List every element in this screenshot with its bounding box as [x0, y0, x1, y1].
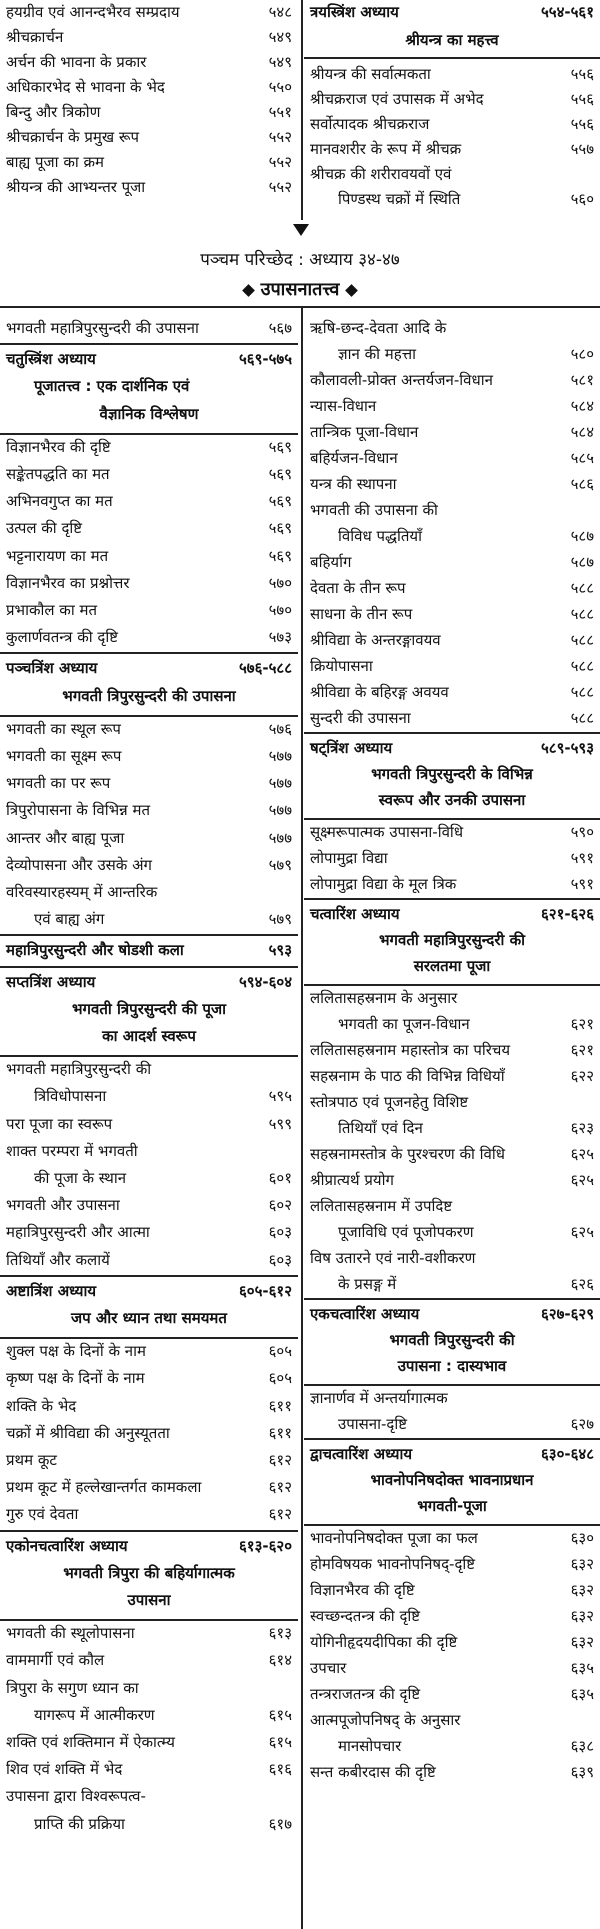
divider — [0, 1055, 298, 1057]
entry-page: ५७९ — [268, 855, 292, 874]
entry-title: सहस्रनामस्तोत्र के पुरश्चरण की विधि — [310, 1145, 505, 1163]
entry-page: ६३५ — [570, 1685, 594, 1703]
divider — [0, 715, 298, 717]
entry-page: ५९५ — [268, 1087, 292, 1106]
entry-title: श्रीचक्र की शरीरावयवों एवं — [310, 165, 452, 183]
entry-title: सूक्ष्मरूपात्मक उपासना-विधि — [310, 823, 464, 841]
entry-page: ६१५ — [268, 1733, 292, 1751]
entry-title: स्वरूप और उनकी उपासना — [378, 791, 526, 809]
entry-title: भावनोपनिषदोक्त पूजा का फल — [310, 1529, 478, 1547]
entry-title: उपासना-दृष्टि — [338, 1415, 407, 1433]
divider — [304, 1524, 600, 1526]
divider — [304, 1438, 600, 1440]
entry-page: ५६० — [570, 190, 594, 208]
entry-title: कौलावली-प्रोक्त अन्तर्यजन-विधान — [310, 371, 493, 389]
entry-title: एवं बाह्य अंग — [34, 910, 105, 929]
entry-page: ५७३ — [268, 628, 292, 647]
entry-title: भगवती त्रिपुरसुन्दरी की उपासना — [62, 686, 236, 705]
entry-title: ज्ञान की महत्ता — [338, 345, 416, 363]
diamond-icon — [346, 284, 359, 297]
entry-title: ऋषि-छन्द-देवता आदि के — [310, 319, 447, 337]
entry-title: शिव एवं शक्ति में भेद — [6, 1760, 123, 1779]
entry-title: भगवती त्रिपुरसुन्दरी की पूजा — [72, 999, 226, 1018]
entry-title: त्रिपुरा के सगुण ध्यान का — [6, 1678, 139, 1697]
entry-title: बहिर्यजन-विधान — [310, 449, 398, 467]
entry-title: चतुस्त्रिंश अध्याय — [6, 350, 96, 369]
divider — [304, 57, 600, 59]
entry-title: योगिनीहृदयदीपिका की दृष्टि — [310, 1633, 458, 1651]
diamond-icon — [242, 284, 255, 297]
entry-page: ६२५ — [570, 1145, 594, 1163]
entry-page: ५५६ — [570, 115, 594, 133]
entry-page: ५८९-५९३ — [540, 739, 594, 757]
entry-title: चत्वारिंश अध्याय — [310, 905, 400, 923]
entry-title: ललितासहस्रनाम के अनुसार — [310, 989, 458, 1007]
entry-page: ६३२ — [570, 1581, 594, 1599]
entry-title: वरिवस्यारहस्यम् में आन्तरिक — [6, 883, 158, 901]
entry-title: लोपामुद्रा विद्या के मूल त्रिक — [310, 875, 457, 893]
entry-title: भगवती महात्रिपुरसुन्दरी की — [378, 931, 525, 949]
entry-page: ५६९ — [268, 465, 292, 483]
entry-title: सर्वोत्पादक श्रीचक्रराज — [310, 115, 430, 133]
entry-page: ५८८ — [570, 631, 594, 649]
entry-title: अभिनवगुप्त का मत — [6, 492, 113, 511]
entry-title: त्रिविधोपासना — [34, 1087, 107, 1106]
entry-title: के प्रसङ्ग में — [338, 1275, 397, 1293]
entry-title: श्रीविद्या के अन्तरङ्गावयव — [310, 631, 441, 649]
entry-title: द्वाचत्वारिंश अध्याय — [310, 1445, 413, 1463]
entry-title: सरलतमा पूजा — [413, 957, 491, 975]
entry-title: पूजातत्त्व : एक दार्शनिक एवं — [34, 377, 190, 396]
entry-page: ५६९-५७५ — [238, 350, 292, 369]
entry-title: मानसोपचार — [338, 1737, 402, 1755]
entry-title: प्राप्ति की प्रक्रिया — [34, 1814, 125, 1833]
top-right-column: त्रयस्त्रिंश अध्याय ५५४-५६१ श्रीयन्त्र का महत्त्व श्रीयन्त्र की सर्वात्मकता ५५६ श्रीचक्रराज एवं उपासक में अभेद ५५६ सर्वोत्पादक श्रीचक्रराज ५५६ मानवशरीर के रूप में श्रीचक्र ५५७ श्रीचक्र की शरीरावयवों एवं पिण्डस्थ चक्रों में स्थिति ५६० — [304, 0, 600, 220]
entry-page: ६०१ — [268, 1169, 292, 1187]
entry-page: ६२६ — [570, 1275, 594, 1293]
entry-page: ६११ — [268, 1423, 292, 1442]
top-left-column — [0, 0, 298, 220]
entry-page: ६०५ — [268, 1342, 292, 1361]
entry-title: विविध पद्धतियाँ — [338, 527, 422, 545]
entry-title: क्रियोपासना — [310, 657, 373, 675]
column-divider — [301, 0, 303, 220]
entry-page: ५९९ — [268, 1114, 292, 1133]
entry-title: उपासना द्वारा विश्वरूपत्व- — [6, 1787, 146, 1806]
entry-title: भगवती और उपासना — [6, 1196, 120, 1215]
entry-title: तिथियाँ एवं दिन — [338, 1119, 423, 1137]
entry-title: सप्तत्रिंश अध्याय — [6, 972, 96, 991]
entry-title: मानवशरीर के रूप में श्रीचक्र — [310, 140, 462, 158]
entry-title: आत्मपूजोपनिषद् के अनुसार — [310, 1711, 461, 1729]
entry-title: यागरूप में आत्मीकरण — [34, 1705, 155, 1724]
entry-title: ललितासहस्रनाम में उपदिष्ट — [310, 1197, 453, 1215]
entry-page: ६१३ — [268, 1624, 292, 1643]
entry-page: ६२५ — [570, 1223, 594, 1241]
entry-page: ५९४-६०४ — [238, 972, 292, 991]
entry-title: सङ्केतपद्धति का मत — [6, 465, 110, 483]
entry-page: ६२२ — [570, 1067, 594, 1085]
divider — [0, 1275, 298, 1277]
entry-page: ६२१ — [570, 1015, 594, 1033]
entry-page: ६३५ — [570, 1659, 594, 1677]
entry-page: ५८६ — [570, 475, 594, 493]
entry-page: ५५२ — [268, 178, 292, 196]
entry-page: ५९० — [570, 823, 594, 841]
entry-page: ५७७ — [268, 801, 292, 820]
column-divider — [301, 308, 303, 1929]
entry-title: प्रथम कूट — [6, 1451, 57, 1469]
entry-title: एकोनचत्वारिंश अध्याय — [6, 1536, 128, 1555]
entry-page: ६१७ — [268, 1814, 292, 1833]
divider — [0, 966, 298, 968]
entry-title: तिथियाँ और कलायें — [6, 1250, 110, 1269]
entry-title: विज्ञानभैरव की दृष्टि — [6, 437, 111, 456]
entry-title: प्रभाकौल का मत — [6, 601, 98, 619]
entry-title: श्रीविद्या के बहिरङ्ग अवयव — [310, 683, 449, 701]
entry-title: पूजाविधि एवं पूजोपकरण — [338, 1223, 474, 1241]
divider — [304, 898, 600, 900]
entry-page: ६२७ — [570, 1415, 594, 1433]
entry-title: हयग्रीव एवं आनन्दभैरव सम्प्रदाय — [6, 3, 180, 21]
entry-page: ६३८ — [570, 1737, 594, 1755]
entry-page: ६०२ — [268, 1196, 292, 1215]
entry-title: विज्ञानभैरव की दृष्टि — [310, 1581, 415, 1599]
entry-page: ६१२ — [268, 1478, 292, 1497]
entry-title: प्रथम कूट में हल्लेखान्तर्गत कामकला — [6, 1478, 202, 1497]
entry-title: बाह्य पूजा का क्रम — [6, 153, 104, 171]
entry-title: त्रिपुरोपासना के विभिन्न मत — [6, 801, 151, 820]
entry-page: ५८४ — [570, 423, 594, 441]
entry-page: ६३०-६४८ — [540, 1445, 594, 1463]
entry-title: की पूजा के स्थान — [34, 1169, 127, 1187]
entry-title: भगवती का पूजन-विधान — [338, 1015, 470, 1033]
entry-title: उपचार — [310, 1659, 347, 1677]
entry-page: ६३९ — [570, 1763, 594, 1781]
entry-title: गुरु एवं देवता — [6, 1505, 79, 1524]
entry-page: ५९१ — [570, 849, 594, 867]
entry-title: साधना के तीन रूप — [310, 605, 413, 623]
right-column — [304, 316, 600, 1926]
entry-page: ५५२ — [268, 153, 292, 171]
entry-title: कुलार्णवतन्त्र की दृष्टि — [6, 628, 119, 647]
divider — [304, 818, 600, 820]
entry-title: भगवती महात्रिपुरसुन्दरी की — [6, 1060, 152, 1079]
entry-page: ५४९ — [268, 53, 292, 71]
entry-page: ६३० — [570, 1529, 594, 1547]
entry-page: ६१३-६२० — [238, 1536, 292, 1555]
entry-title: श्रीचक्रार्चन — [6, 28, 64, 46]
entry-page: ५५६ — [570, 90, 594, 108]
entry-title: भट्टनारायण का मत — [6, 546, 109, 565]
entry-title: श्रीचक्रराज एवं उपासक में अभेद — [310, 90, 484, 108]
entry-title: उपासना — [127, 1591, 171, 1609]
entry-title: वाममार्गी एवं कौल — [6, 1651, 105, 1670]
entry-page: ५६९ — [268, 437, 292, 456]
entry-title: सुन्दरी की उपासना — [310, 709, 411, 727]
entry-title: बहिर्याग — [310, 553, 352, 571]
entry-page: ६१२ — [268, 1505, 292, 1524]
entry-title: आन्तर और बाह्य पूजा — [6, 828, 125, 847]
entry-page: ६१५ — [268, 1705, 292, 1724]
entry-page: ५५७ — [570, 140, 594, 158]
entry-page: ५६९ — [268, 492, 292, 511]
entry-title: अर्चन की भावना के प्रकार — [6, 53, 147, 71]
entry-title: शाक्त परम्परा में भगवती — [6, 1141, 138, 1160]
entry-page: ६०३ — [268, 1250, 292, 1269]
entry-title: पञ्चत्रिंश अध्याय — [6, 659, 98, 678]
entry-page: ६१२ — [268, 1451, 292, 1469]
divider — [0, 1619, 298, 1621]
entry-page: ६१४ — [268, 1651, 292, 1670]
entry-title: कृष्ण पक्ष के दिनों के नाम — [6, 1369, 145, 1388]
entry-page: ५७६-५८८ — [238, 659, 292, 678]
entry-title: वैज्ञानिक विश्लेषण — [99, 404, 199, 423]
entry-title: यन्त्र की स्थापना — [310, 475, 397, 493]
entry-title: जप और ध्यान तथा समयमत — [71, 1309, 227, 1327]
entry-page: ५८७ — [570, 553, 594, 571]
entry-title: षट्त्रिंश अध्याय — [310, 739, 393, 757]
divider — [0, 652, 298, 654]
entry-page: ५७६ — [268, 719, 292, 738]
entry-page: ६२३ — [570, 1119, 594, 1137]
entry-title: देवता के तीन रूप — [310, 579, 406, 597]
entry-page: ५५६ — [570, 65, 594, 83]
divider — [304, 1384, 600, 1386]
left-column — [0, 316, 298, 1926]
entry-title: पिण्डस्थ चक्रों में स्थिति — [338, 190, 461, 208]
entry-title: भावनोपनिषदोक्त भावनाप्रधान — [370, 1471, 534, 1489]
entry-title: एकचत्वारिंश अध्याय — [310, 1305, 420, 1323]
entry-title: भगवती महात्रिपुरसुन्दरी की उपासना — [6, 319, 199, 337]
entry-title: श्रीयन्त्र की आभ्यन्तर पूजा — [6, 178, 146, 196]
entry-title: ललितासहस्रनाम महास्तोत्र का परिचय — [310, 1041, 511, 1059]
section-title: उपासनातत्त्व — [0, 280, 600, 300]
entry-page: ५८८ — [570, 709, 594, 727]
entry-page: ६१६ — [268, 1760, 292, 1779]
divider — [0, 343, 298, 345]
entry-title: सन्त कबीरदास की दृष्टि — [310, 1763, 436, 1781]
entry-title: विष उतारने एवं नारी-वशीकरण — [310, 1249, 476, 1267]
entry-page: ६३२ — [570, 1607, 594, 1625]
entry-title: उपासना : दास्यभाव — [397, 1357, 507, 1375]
entry-title: भगवती त्रिपुरसुन्दरी के विभिन्न — [371, 765, 533, 783]
entry-page: ५५२ — [268, 128, 292, 146]
entry-title: तान्त्रिक पूजा-विधान — [310, 423, 419, 441]
entry-page: ५९१ — [570, 875, 594, 893]
entry-page: ५८७ — [570, 527, 594, 545]
entry-page: ५८४ — [570, 397, 594, 415]
entry-title: तन्त्रराजतन्त्र की दृष्टि — [310, 1685, 421, 1703]
entry-title: अष्टात्रिंश अध्याय — [6, 1281, 97, 1300]
entry-title: होमविषयक भावनोपनिषद्-दृष्टि — [310, 1555, 476, 1573]
entry-title: का आदर्श स्वरूप — [102, 1027, 196, 1045]
entry-title: भगवती त्रिपुरा की बहिर्यागात्मक — [63, 1563, 235, 1582]
entry-page: ६०५ — [268, 1369, 292, 1388]
entry-page: ५४९ — [268, 28, 292, 46]
entry-page: ६०३ — [268, 1223, 292, 1242]
entry-title: भगवती का पर रूप — [6, 774, 111, 793]
divider — [0, 1530, 298, 1532]
entry-page: ५९३ — [268, 941, 292, 960]
entry-title: महात्रिपुरसुन्दरी और आत्मा — [6, 1223, 150, 1242]
entry-title: देव्योपासना और उसके अंग — [6, 855, 153, 874]
entry-title: शुक्ल पक्ष के दिनों के नाम — [6, 1342, 146, 1361]
entry-title: भगवती की स्थूलोपासना — [6, 1624, 135, 1643]
divider — [304, 1298, 600, 1300]
entry-page: ५६९ — [268, 546, 292, 565]
entry-title: भगवती-पूजा — [417, 1497, 487, 1515]
entry-title: विज्ञानभैरव का प्रश्नोत्तर — [6, 573, 130, 592]
divider — [0, 433, 298, 435]
divider — [304, 732, 600, 734]
entry-page: ५५१ — [268, 103, 292, 121]
entry-title: शक्ति एवं शक्तिमान में ऐकात्म्य — [6, 1733, 175, 1751]
entry-page: ५७९ — [268, 910, 292, 929]
entry-title: श्रीयन्त्र की सर्वात्मकता — [310, 65, 431, 83]
entry-page: ५५० — [268, 78, 292, 96]
entry-title: स्वच्छन्दतन्त्र की दृष्टि — [310, 1607, 421, 1625]
entry-title: चक्रों में श्रीविद्या की अनुस्यूतता — [6, 1423, 170, 1442]
part-heading: पञ्चम परिच्छेद : अध्याय ३४-४७ — [200, 250, 400, 270]
entry-page: ५७७ — [268, 747, 292, 765]
entry-page: ५७० — [268, 573, 292, 592]
entry-page: ५८८ — [570, 579, 594, 597]
entry-page: ५८१ — [570, 371, 594, 389]
entry-title: अधिकारभेद से भावना के भेद — [6, 78, 165, 96]
entry-page: ६२१-६२६ — [540, 905, 594, 923]
entry-page: ६२७-६२९ — [540, 1305, 594, 1323]
entry-page: ६२१ — [570, 1041, 594, 1059]
entry-page: ५६७ — [268, 319, 292, 337]
entry-title: शक्ति के भेद — [6, 1396, 77, 1415]
entry-page: ६३२ — [570, 1633, 594, 1651]
entry-page: ५८५ — [570, 449, 594, 467]
entry-title: सहस्रनाम के पाठ की विभिन्न विधियाँ — [310, 1067, 505, 1085]
divider — [0, 1337, 298, 1339]
entry-title: श्रीप्रात्यर्थ प्रयोग — [310, 1171, 394, 1189]
entry-title: लोपामुद्रा विद्या — [310, 849, 388, 867]
entry-title: बिन्दु और त्रिकोण — [6, 103, 101, 121]
divider — [0, 934, 298, 936]
entry-page: ५७७ — [268, 828, 292, 847]
entry-title: भगवती का स्थूल रूप — [6, 719, 121, 738]
entry-title: श्रीचक्रार्चन के प्रमुख रूप — [6, 128, 140, 146]
entry-page: ६०५-६१२ — [238, 1281, 292, 1300]
entry-page: ५७० — [268, 601, 292, 619]
divider — [304, 984, 600, 986]
entry-title: न्यास-विधान — [310, 397, 377, 415]
entry-page: ५८८ — [570, 605, 594, 623]
entry-title: ज्ञानार्णव में अन्तर्यागात्मक — [310, 1389, 448, 1407]
entry-title: भगवती त्रिपुरसुन्दरी की — [389, 1331, 515, 1349]
entry-page: ६२५ — [570, 1171, 594, 1189]
entry-page: ५७७ — [268, 774, 292, 793]
section-rule — [0, 306, 600, 308]
entry-page: ५८० — [570, 345, 594, 363]
entry-title: स्तोत्रपाठ एवं पूजनहेतु विशिष्ट — [310, 1093, 469, 1111]
entry-page: ५८८ — [570, 683, 594, 701]
entry-page: ५४८ — [268, 3, 292, 21]
entry-title: उत्पल की दृष्टि — [6, 519, 83, 538]
entry-title: परा पूजा का स्वरूप — [6, 1114, 113, 1133]
entry-page: ५६९ — [268, 519, 292, 538]
entry-page: ५८८ — [570, 657, 594, 675]
entry-title: भगवती का सूक्ष्म रूप — [6, 747, 122, 765]
entry-title: भगवती की उपासना की — [310, 501, 438, 519]
entry-title: महात्रिपुरसुन्दरी और षोडशी कला — [6, 941, 184, 960]
entry-page: ६३२ — [570, 1555, 594, 1573]
entry-page: ६११ — [268, 1396, 292, 1415]
down-arrow-icon — [293, 224, 309, 236]
